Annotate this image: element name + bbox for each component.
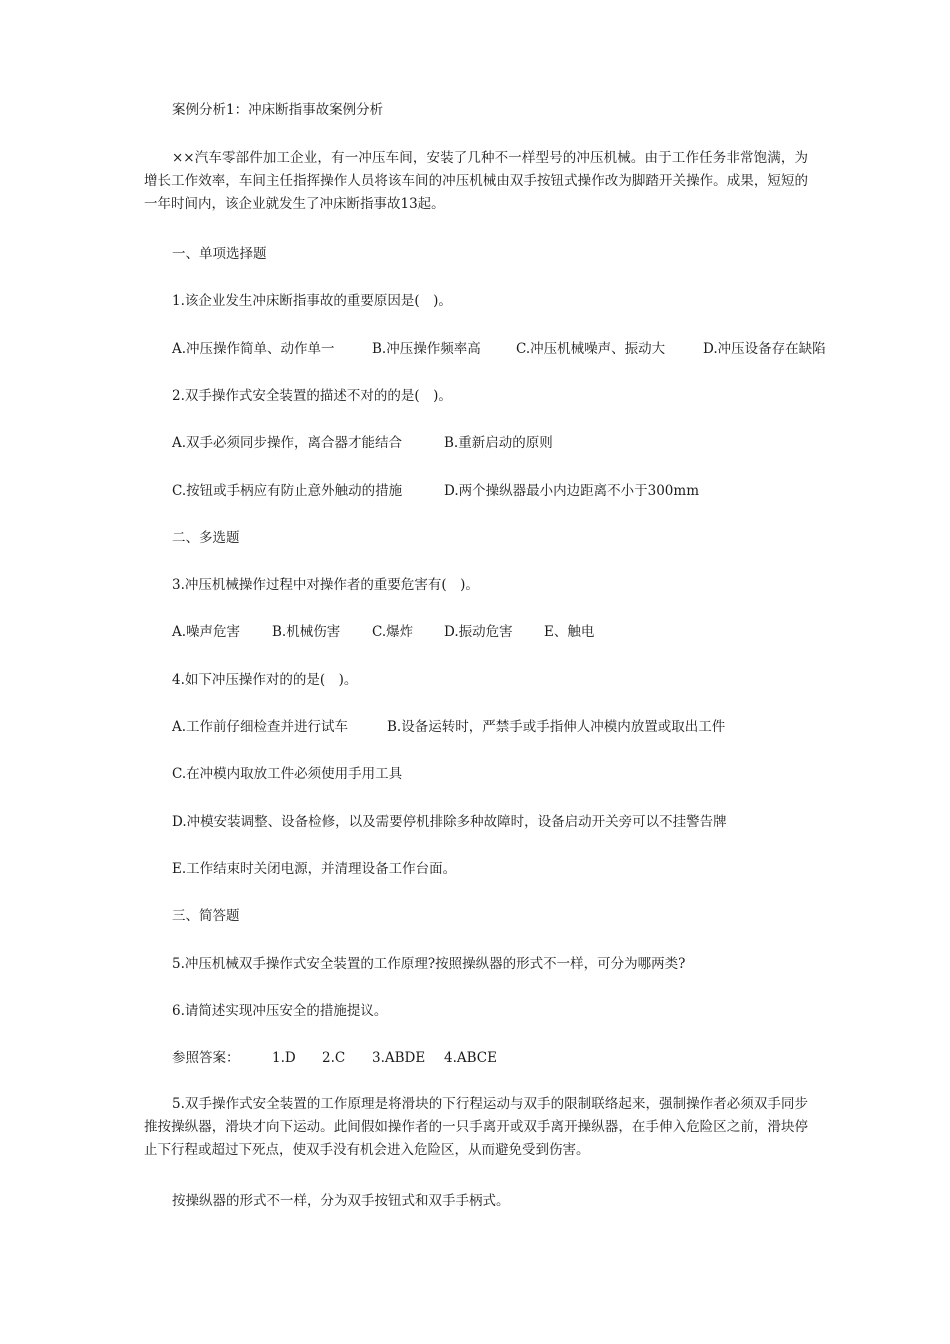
question-3-options <box>172 622 594 642</box>
question-5: 5.冲压机械双手操作式安全装置的工作原理?按照操纵器的形式不一样，可分为哪两类? <box>172 956 686 972</box>
q4-option-d: D.冲模安装调整、设备检修，以及需要停机排除多种故障时，设备启动开关旁可以不挂警告牌 <box>172 814 727 830</box>
question-1: 1.该企业发生冲床断指事故的重要原因是( )。 <box>172 293 452 309</box>
q2-option-d: D.两个操纵器最小内边距离不小于300mm <box>444 483 700 499</box>
section-heading-multiple-choice: 二、多选题 <box>172 530 240 546</box>
q3-option-d: D.振动危害 <box>444 624 513 640</box>
question-4: 4.如下冲压操作对的的是( )。 <box>172 672 358 688</box>
answer-3: 3.ABDE <box>372 1050 426 1066</box>
q4-option-b: B.设备运转时，严禁手或手指伸人冲模内放置或取出工件 <box>387 719 726 735</box>
q1-option-c: C.冲压机械噪声、振动大 <box>516 341 666 357</box>
question-4-options-row-1 <box>172 717 725 737</box>
section-heading-short-answer: 三、简答题 <box>172 908 240 924</box>
q1-option-b: B.冲压操作频率高 <box>372 341 481 357</box>
answer-1: 1.D <box>272 1050 296 1066</box>
answer-2: 2.C <box>322 1050 346 1066</box>
q4-option-a: A.工作前仔细检查并进行试车 <box>172 719 349 735</box>
question-6: 6.请简述实现冲压安全的措施提议。 <box>172 1003 388 1019</box>
document-title: 案例分析1：冲床断指事故案例分析 <box>172 102 384 118</box>
answer-4: 4.ABCE <box>444 1050 497 1066</box>
section-heading-single-choice: 一、单项选择题 <box>172 246 267 262</box>
question-2-options-row-1 <box>172 433 553 453</box>
q3-option-b: B.机械伤害 <box>272 624 341 640</box>
answer-5-types: 按操纵器的形式不一样，分为双手按钮式和双手手柄式。 <box>172 1193 510 1209</box>
q2-option-a: A.双手必须同步操作，离合器才能结合 <box>172 435 403 451</box>
q4-option-e: E.工作结束时关闭电源，并清理设备工作台面。 <box>172 861 457 877</box>
question-3: 3.冲压机械操作过程中对操作者的重要危害有( )。 <box>172 577 479 593</box>
q3-option-e: E、触电 <box>544 624 595 640</box>
q2-option-c: C.按钮或手柄应有防止意外触动的措施 <box>172 483 403 499</box>
answers-label: 参照答案： <box>172 1050 240 1066</box>
q1-option-a: A.冲压操作简单、动作单一 <box>172 341 335 357</box>
q4-option-c: C.在冲模内取放工件必须使用手用工具 <box>172 766 403 782</box>
question-2: 2.双手操作式安全装置的描述不对的的是( )。 <box>172 388 452 404</box>
q2-option-b: B.重新启动的原则 <box>444 435 553 451</box>
q3-option-a: A.噪声危害 <box>172 624 241 640</box>
reference-answers <box>172 1048 497 1068</box>
question-2-options-row-2 <box>172 481 699 501</box>
intro-paragraph: ××汽车零部件加工企业，有一冲压车间，安装了几种不一样型号的冲压机械。由于工作任务非常饱满，为增长工作效率，车间主任指挥操作人员将该车间的冲压机械由双手按钮式操作改为脚踏开关操作。成果，短短的一年时间内，该企业就发生了冲床断指事故13起。 <box>144 150 808 212</box>
q3-option-c: C.爆炸 <box>372 624 414 640</box>
answer-5-paragraph: 5.双手操作式安全装置的工作原理是将滑块的下行程运动与双手的限制联络起来，强制操作者必须双手同步推按操纵器，滑块才向下运动。此间假如操作者的一只手离开或双手离开操纵器，在手伸入危险区之前，滑块停止下行程或超过下死点，使双手没有机会进入危险区，从而避免受到伤害。 <box>144 1096 808 1158</box>
q1-option-d: D.冲压设备存在缺陷 <box>703 341 826 357</box>
question-1-options <box>172 339 826 359</box>
